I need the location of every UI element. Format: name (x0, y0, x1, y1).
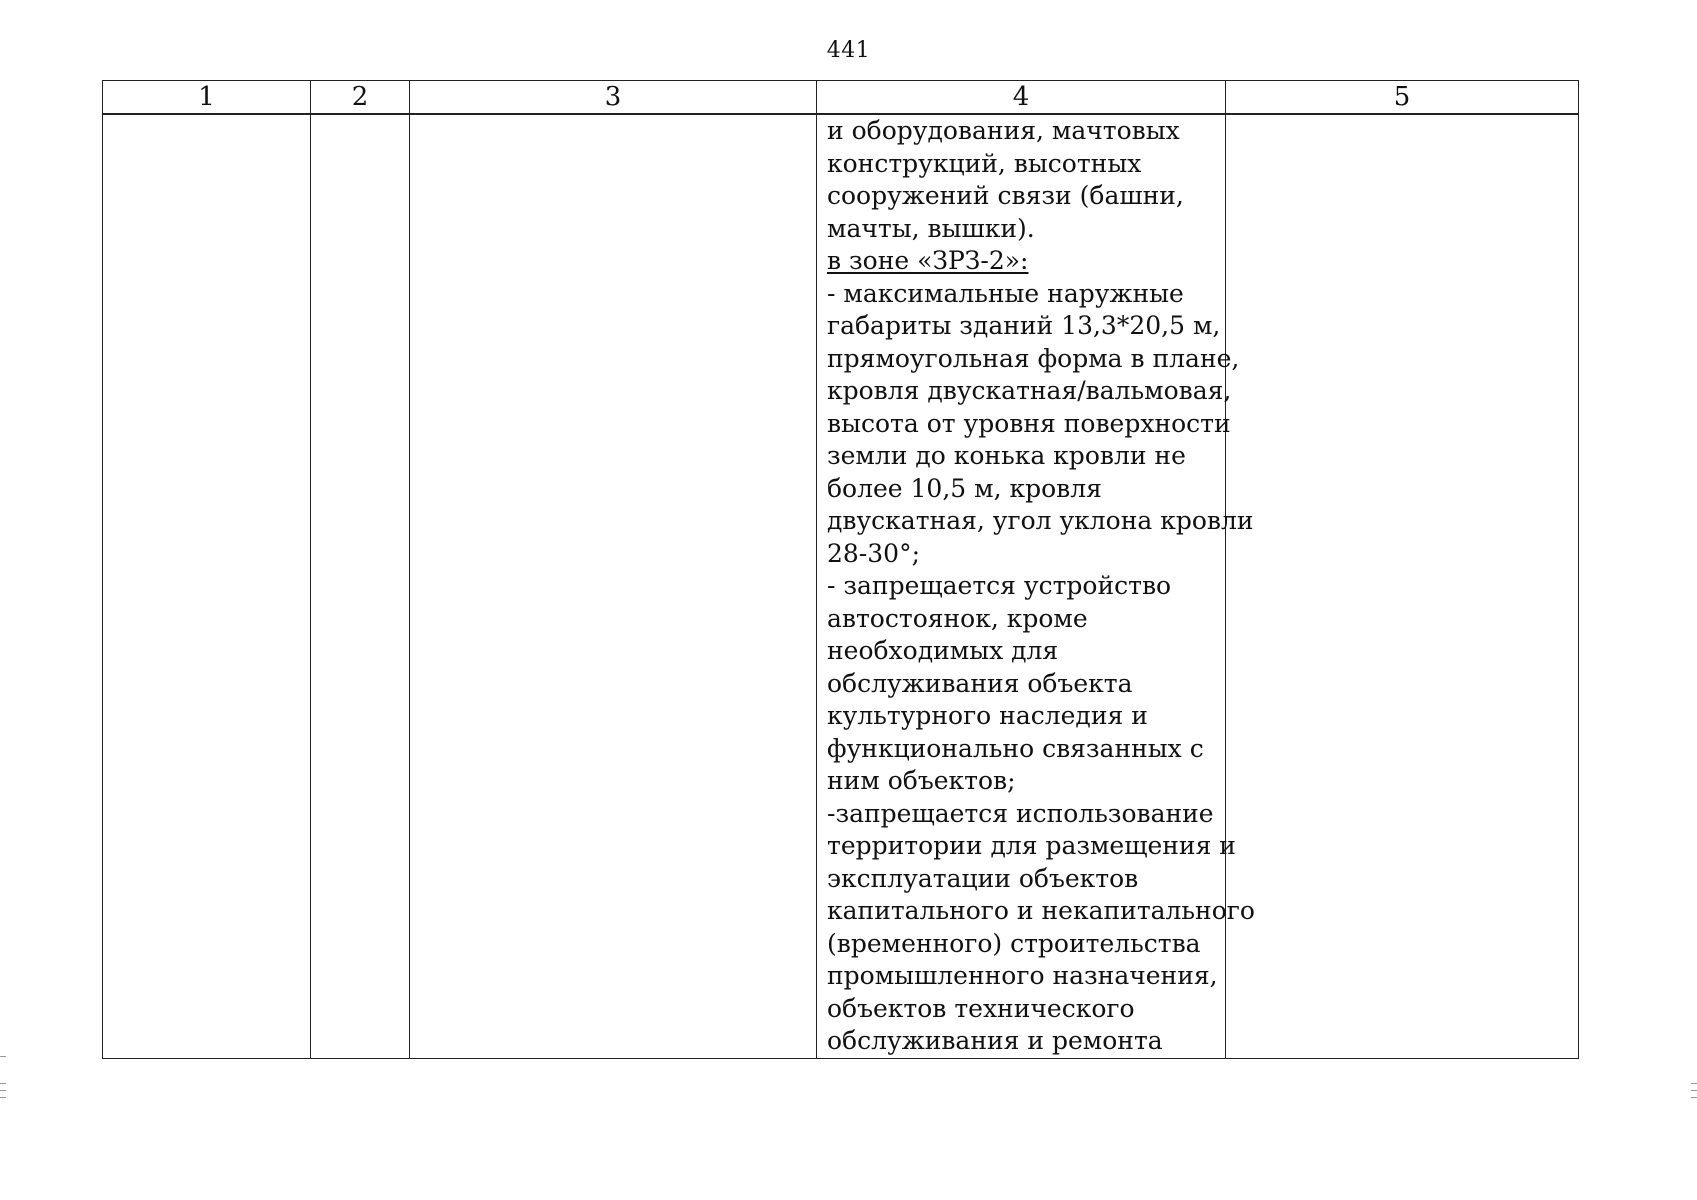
document-table (102, 80, 1579, 1059)
text-line: земли до конька кровли не (827, 441, 1186, 470)
text-line: в зоне «ЗРЗ-2»: (827, 246, 1029, 275)
scan-edge-mark (0, 1090, 6, 1091)
scan-edge-mark (1691, 1097, 1697, 1098)
text-line: культурного наследия и (827, 701, 1148, 730)
text-line: - максимальные наружные (827, 278, 1184, 308)
text-line: и оборудования, мачтовых (827, 116, 1180, 145)
scan-edge-mark (0, 1056, 6, 1057)
text-line: -запрещается использование (827, 798, 1214, 828)
text-line: обслуживания и ремонта (827, 1026, 1163, 1055)
text-line: более 10,5 м, кровля (827, 473, 1102, 503)
page-number: 441 (826, 38, 871, 63)
column-header-4: 4 (817, 81, 1226, 115)
scan-edge-mark (1691, 1083, 1697, 1084)
scan-edge-mark (0, 1097, 6, 1098)
text-line: автостоянок, кроме (827, 603, 1088, 633)
text-line: 28-30°; (827, 538, 920, 568)
column-4-text (827, 115, 1255, 1058)
text-line: эксплуатации объектов (827, 863, 1139, 893)
text-line: территории для размещения и (827, 831, 1236, 860)
cell-column-2 (311, 114, 410, 1059)
text-line: высота от уровня поверхности (827, 408, 1231, 438)
column-header-2: 2 (311, 81, 410, 115)
scan-edge-mark (0, 1083, 6, 1084)
text-line: (временного) строительства (827, 928, 1201, 958)
text-line: сооружений связи (башни, (827, 181, 1184, 210)
text-line: объектов технического (827, 993, 1135, 1023)
text-line: габариты зданий 13,3*20,5 м, (827, 311, 1221, 340)
table-header-row (103, 81, 1579, 115)
cell-column-4 (817, 114, 1255, 1059)
table-row (103, 114, 1579, 1059)
text-line: двускатная, угол уклона кровли (827, 506, 1254, 535)
text-line: ним объектов; (827, 766, 1016, 795)
cell-column-5 (1226, 114, 1579, 1059)
text-line: капитального и некапитального (827, 896, 1255, 925)
text-line: промышленного назначения, (827, 961, 1218, 990)
text-line: - запрещается устройство (827, 571, 1172, 600)
cell-column-1 (103, 114, 311, 1059)
text-line: мачты, вышки). (827, 213, 1035, 243)
column-header-1: 1 (103, 81, 311, 115)
cell-column-3 (410, 114, 817, 1059)
text-line: обслуживания объекта (827, 668, 1133, 698)
scan-edge-mark (1691, 1090, 1697, 1091)
text-line: кровля двускатная/вальмовая, (827, 376, 1232, 405)
text-line: функционально связанных с (827, 733, 1204, 763)
column-header-5: 5 (1226, 81, 1579, 115)
text-line: прямоугольная форма в плане, (827, 343, 1240, 373)
text-line: необходимых для (827, 636, 1059, 665)
text-line: конструкций, высотных (827, 148, 1142, 178)
column-header-3: 3 (410, 81, 817, 115)
